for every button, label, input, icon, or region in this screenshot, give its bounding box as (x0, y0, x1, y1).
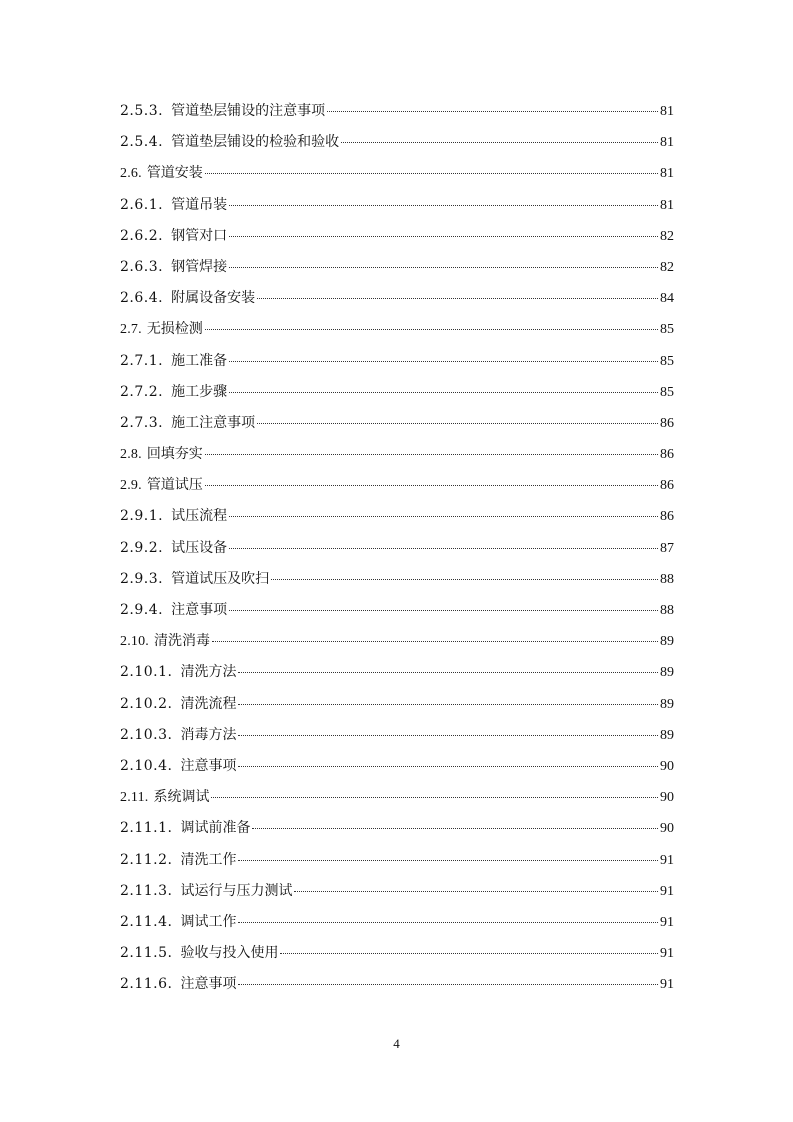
dot-leader (280, 953, 658, 954)
toc-entry-title: 管道试压 (146, 477, 203, 494)
toc-entry-page: 84 (660, 291, 674, 307)
table-of-contents (120, 96, 674, 1000)
toc-entry-number: 2.8. (120, 447, 142, 463)
toc-entry-page: 88 (660, 571, 674, 587)
dot-leader (238, 860, 658, 861)
dot-leader (238, 735, 658, 736)
toc-entry-page: 90 (660, 821, 674, 837)
toc-entry-number: 2.11. (120, 790, 149, 806)
toc-entry-number: 2.11.5. (120, 945, 173, 962)
toc-section-entry[interactable] (120, 626, 674, 657)
toc-entry-title: 管道试压及吹扫 (171, 570, 270, 587)
toc-subsection-entry[interactable] (120, 283, 674, 314)
dot-leader (327, 111, 658, 112)
toc-entry-title: 试压设备 (171, 539, 228, 556)
toc-subsection-entry[interactable] (120, 564, 674, 595)
toc-entry-title: 施工步骤 (171, 383, 228, 400)
dot-leader (205, 173, 658, 174)
toc-entry-title: 钢管对口 (171, 227, 228, 244)
toc-subsection-entry[interactable] (120, 501, 674, 532)
dot-leader (229, 392, 658, 393)
toc-entry-title: 消毒方法 (180, 726, 237, 743)
dot-leader (257, 298, 658, 299)
toc-entry-page: 82 (660, 228, 674, 244)
toc-subsection-entry[interactable] (120, 252, 674, 283)
toc-subsection-entry[interactable] (120, 751, 674, 782)
toc-entry-title: 调试前准备 (180, 820, 251, 837)
toc-subsection-entry[interactable] (120, 595, 674, 626)
toc-entry-page: 90 (660, 758, 674, 774)
toc-entry-title: 钢管焊接 (171, 258, 228, 275)
toc-subsection-entry[interactable] (120, 533, 674, 564)
dot-leader (229, 516, 658, 517)
toc-subsection-entry[interactable] (120, 377, 674, 408)
toc-entry-title: 回填夯实 (146, 446, 203, 463)
toc-entry-page: 85 (660, 322, 674, 338)
toc-entry-number: 2.11.4. (120, 913, 173, 930)
toc-section-entry[interactable] (120, 158, 674, 189)
toc-entry-page: 81 (660, 166, 674, 182)
toc-entry-title: 清洗流程 (180, 695, 237, 712)
toc-subsection-entry[interactable] (120, 657, 674, 688)
toc-entry-title: 验收与投入使用 (180, 945, 279, 962)
toc-entry-title: 管道垫层铺设的检验和验收 (171, 134, 340, 151)
toc-subsection-entry[interactable] (120, 845, 674, 876)
toc-entry-number: 2.9.4. (120, 602, 164, 618)
toc-subsection-entry[interactable] (120, 96, 674, 127)
toc-section-entry[interactable] (120, 314, 674, 345)
dot-leader (252, 828, 658, 829)
toc-entry-page: 85 (660, 353, 674, 369)
toc-entry-page: 89 (660, 665, 674, 681)
toc-entry-number: 2.9.2. (120, 539, 164, 556)
toc-entry-page: 91 (660, 914, 674, 930)
toc-entry-number: 2.11.2. (120, 851, 173, 868)
toc-entry-title: 清洗消毒 (154, 633, 210, 650)
dot-leader (229, 236, 658, 237)
toc-entry-title: 系统调试 (153, 789, 210, 806)
dot-leader (294, 891, 658, 892)
toc-entry-page: 82 (660, 259, 674, 275)
toc-entry-page: 91 (660, 852, 674, 868)
toc-entry-title: 管道吊装 (171, 196, 228, 213)
toc-entry-number: 2.7.3. (120, 414, 164, 431)
toc-entry-page: 89 (660, 696, 674, 712)
toc-entry-title: 调试工作 (180, 913, 237, 930)
dot-leader (238, 672, 658, 673)
toc-entry-number: 2.5.3. (120, 103, 164, 119)
toc-entry-number: 2.10.1. (120, 664, 173, 681)
toc-subsection-entry[interactable] (120, 907, 674, 938)
toc-entry-title: 清洗方法 (180, 664, 237, 681)
toc-entry-page: 86 (660, 478, 674, 494)
toc-entry-title: 注意事项 (180, 757, 237, 774)
toc-entry-page: 88 (660, 603, 674, 618)
toc-subsection-entry[interactable] (120, 689, 674, 720)
toc-entry-page: 91 (660, 977, 674, 993)
dot-leader (271, 579, 658, 580)
toc-entry-page: 81 (660, 104, 674, 119)
toc-entry-number: 2.10.2. (120, 695, 173, 712)
toc-subsection-entry[interactable] (120, 876, 674, 907)
toc-section-entry[interactable] (120, 782, 674, 813)
toc-entry-page: 91 (660, 946, 674, 962)
dot-leader (238, 766, 658, 767)
toc-subsection-entry[interactable] (120, 221, 674, 252)
toc-entry-title: 施工准备 (171, 352, 228, 369)
toc-entry-number: 2.6.4. (120, 290, 164, 307)
toc-subsection-entry[interactable] (120, 720, 674, 751)
toc-subsection-entry[interactable] (120, 938, 674, 969)
dot-leader (238, 704, 658, 705)
toc-subsection-entry[interactable] (120, 408, 674, 439)
toc-entry-title: 管道安装 (146, 165, 203, 182)
toc-entry-number: 2.11.6. (120, 976, 173, 993)
toc-entry-page: 91 (660, 883, 674, 899)
toc-entry-title: 注意事项 (171, 602, 228, 618)
toc-subsection-entry[interactable] (120, 190, 674, 221)
toc-entry-page: 86 (660, 447, 674, 463)
toc-entry-number: 2.6.3. (120, 258, 164, 275)
dot-leader (229, 205, 658, 206)
toc-entry-title: 试运行与压力测试 (180, 882, 293, 899)
toc-entry-title: 施工注意事项 (171, 414, 256, 431)
toc-section-entry[interactable] (120, 470, 674, 501)
dot-leader (238, 922, 658, 923)
toc-entry-title: 附属设备安装 (171, 290, 256, 307)
toc-entry-number: 2.7.1. (120, 352, 164, 369)
dot-leader (229, 361, 658, 362)
dot-leader (229, 548, 658, 549)
toc-entry-number: 2.11.1. (120, 820, 173, 837)
toc-entry-page: 89 (660, 634, 674, 650)
toc-entry-number: 2.9.3. (120, 570, 164, 587)
toc-entry-page: 85 (660, 384, 674, 400)
toc-entry-title: 无损检测 (146, 321, 203, 338)
dot-leader (238, 984, 658, 985)
dot-leader (205, 485, 658, 486)
dot-leader (205, 454, 658, 455)
toc-entry-page: 89 (660, 727, 674, 743)
dot-leader (212, 641, 658, 642)
toc-entry-title: 管道垫层铺设的注意事项 (171, 103, 326, 119)
toc-subsection-entry[interactable] (120, 127, 674, 158)
toc-subsection-entry[interactable] (120, 969, 674, 1000)
toc-subsection-entry[interactable] (120, 346, 674, 377)
toc-entry-number: 2.5.4. (120, 134, 164, 151)
dot-leader (205, 329, 658, 330)
toc-entry-number: 2.10.4. (120, 757, 173, 774)
toc-entry-page: 90 (660, 790, 674, 806)
toc-section-entry[interactable] (120, 439, 674, 470)
toc-entry-number: 2.7. (120, 322, 142, 338)
toc-entry-number: 2.7.2. (120, 383, 164, 400)
dot-leader (229, 267, 658, 268)
toc-entry-page: 86 (660, 415, 674, 431)
toc-entry-title: 清洗工作 (180, 851, 237, 868)
toc-entry-number: 2.6.2. (120, 227, 164, 244)
dot-leader (211, 797, 658, 798)
dot-leader (341, 142, 658, 143)
toc-entry-number: 2.6.1. (120, 196, 164, 213)
toc-entry-number: 2.11.3. (120, 882, 173, 899)
toc-entry-number: 2.10. (120, 634, 149, 650)
toc-subsection-entry[interactable] (120, 813, 674, 844)
toc-entry-number: 2.9. (120, 478, 142, 494)
page-number: 4 (393, 1036, 400, 1051)
toc-entry-title: 注意事项 (180, 976, 237, 993)
toc-entry-number: 2.10.3. (120, 726, 173, 743)
toc-entry-title: 试压流程 (171, 508, 228, 525)
dot-leader (257, 423, 658, 424)
dot-leader (229, 610, 658, 611)
toc-entry-number: 2.6. (120, 166, 142, 182)
toc-entry-page: 86 (660, 509, 674, 525)
toc-entry-page: 81 (660, 197, 674, 213)
toc-entry-number: 2.9.1. (120, 508, 164, 525)
toc-entry-page: 81 (660, 135, 674, 151)
toc-entry-page: 87 (660, 540, 674, 556)
